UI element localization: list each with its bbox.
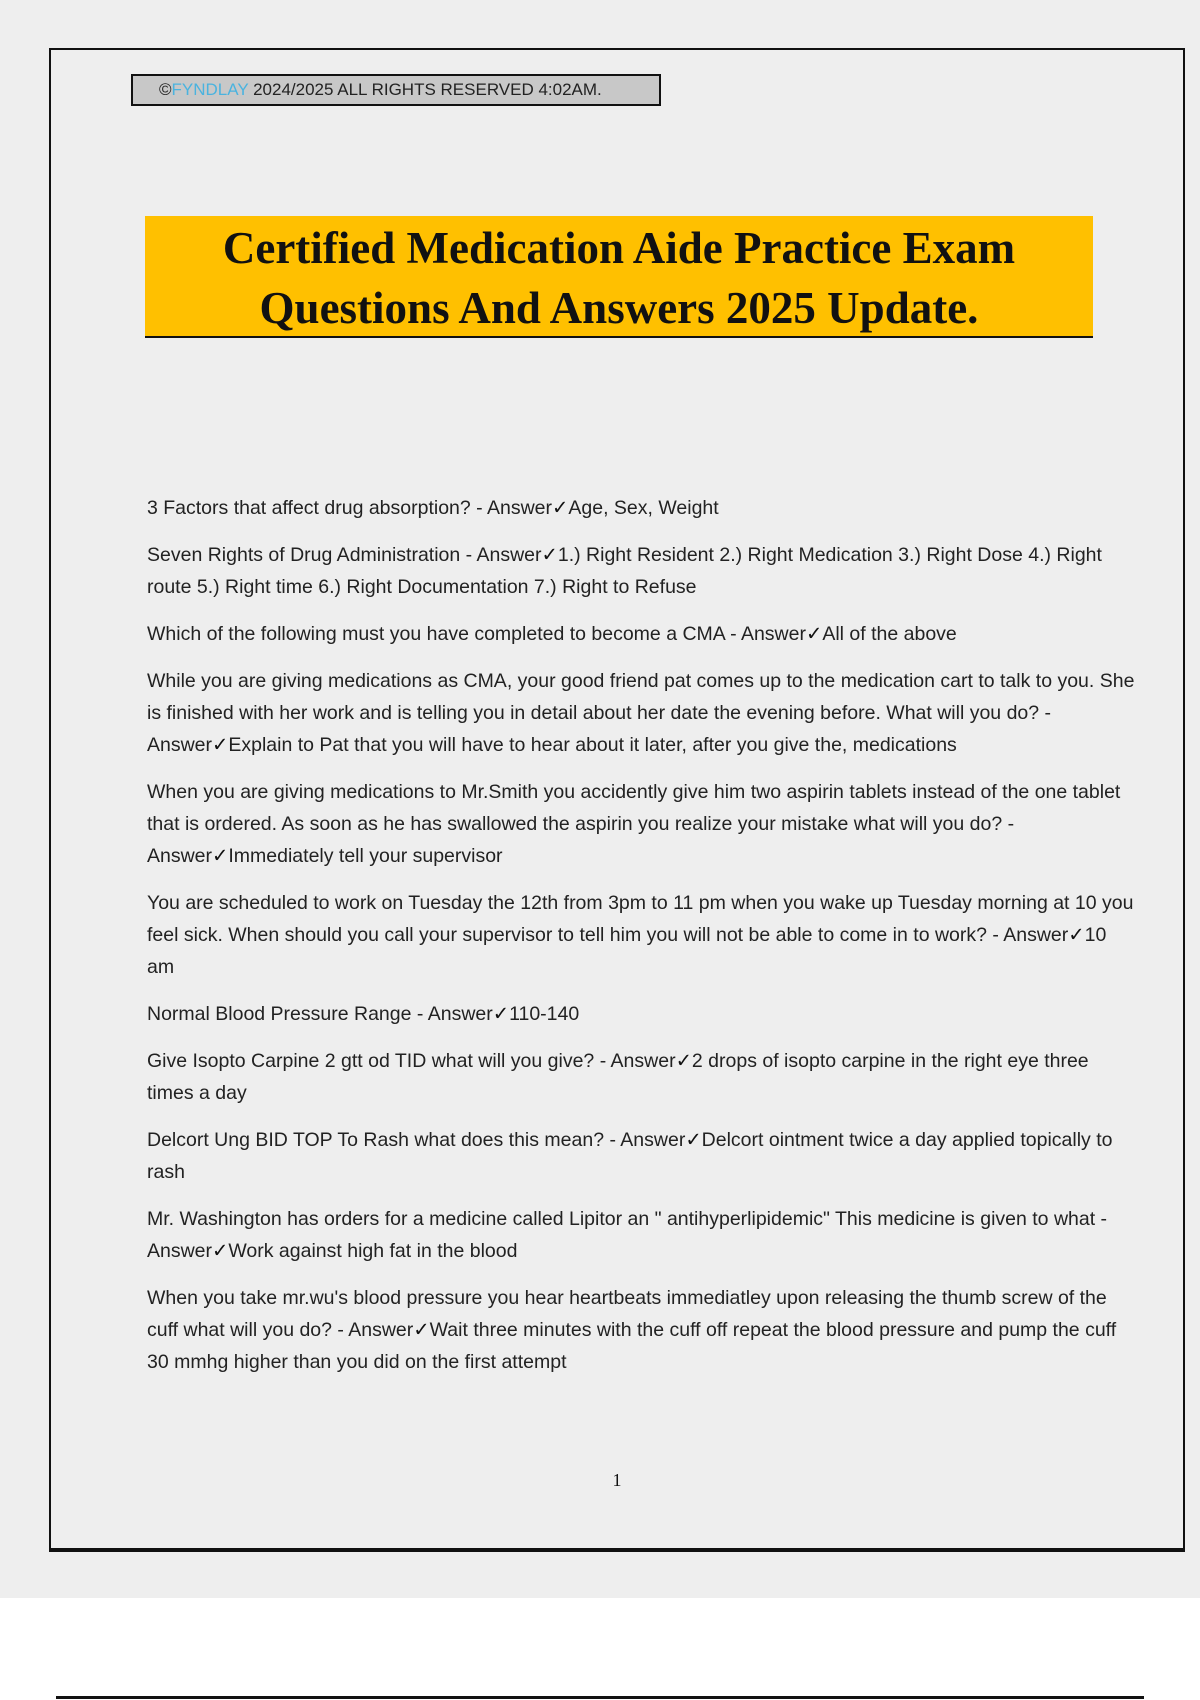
title-line-2: Questions And Answers 2025 Update. bbox=[259, 283, 979, 333]
answer-text: Work against high fat in the blood bbox=[228, 1240, 518, 1262]
question-text: Normal Blood Pressure Range - Answer bbox=[147, 1003, 493, 1025]
checkmark-icon: ✓ bbox=[552, 497, 569, 519]
title-line-1: Certified Medication Aide Practice Exam bbox=[222, 223, 1016, 273]
answer-text: Explain to Pat that you will have to hear about it later, after you give the, medications bbox=[228, 734, 957, 756]
qa-item bbox=[147, 492, 1137, 524]
question-text: Mr. Washington has orders for a medicine called Lipitor an " antihyperlipidemic" This medicine is given to what - Answer bbox=[147, 1208, 1108, 1262]
question-text: When you are giving medications to Mr.Smith you accidently give him two aspirin tablets instead of the one tablet that is ordered. As soon as he has swallowed the aspirin you realize your mistake what will you do? - Answer bbox=[147, 781, 1121, 867]
qa-item bbox=[147, 1203, 1137, 1267]
qa-item bbox=[147, 776, 1137, 872]
checkmark-icon: ✓ bbox=[805, 623, 823, 645]
question-text: When you take mr.wu's blood pressure you hear heartbeats immediatley upon releasing the thumb screw of the cuff what will you do? - Answer bbox=[147, 1287, 1107, 1341]
qa-item bbox=[147, 887, 1137, 983]
question-text: Seven Rights of Drug Administration - Answer bbox=[147, 544, 542, 566]
qa-item bbox=[147, 1045, 1137, 1109]
question-text: Give Isopto Carpine 2 gtt od TID what will you give? - Answer bbox=[147, 1050, 676, 1072]
question-text: You are scheduled to work on Tuesday the 12th from 3pm to 11 pm when you wake up Tuesday morning at 10 you feel sick. When should you call your supervisor to tell him you will not be able to come in to work? - Answer bbox=[147, 892, 1134, 946]
copyright-header bbox=[131, 74, 661, 106]
question-text: 3 Factors that affect drug absorption? - Answer bbox=[147, 497, 553, 519]
qa-item bbox=[147, 998, 1137, 1030]
checkmark-icon: ✓ bbox=[212, 734, 229, 756]
qa-list bbox=[147, 492, 1137, 1393]
checkmark-icon: ✓ bbox=[1068, 924, 1085, 946]
answer-text: All of the above bbox=[822, 623, 957, 645]
checkmark-icon: ✓ bbox=[413, 1319, 430, 1341]
checkmark-icon: ✓ bbox=[212, 845, 229, 867]
checkmark-icon: ✓ bbox=[541, 544, 558, 566]
answer-text: 1.) Right Resident 2.) Right Medication 3.) Right Dose 4.) Right route 5.) Right time 6.) Right Documentation 7.) Right to Refuse bbox=[147, 544, 1102, 598]
checkmark-icon: ✓ bbox=[492, 1003, 510, 1025]
checkmark-icon: ✓ bbox=[212, 1240, 229, 1262]
copyright-text: 2024/2025 ALL RIGHTS RESERVED 4:02AM. bbox=[248, 80, 602, 99]
next-page-border bbox=[56, 1696, 1144, 1699]
answer-text: Wait three minutes with the cuff off repeat the blood pressure and pump the cuff 30 mmhg higher than you did on the first attempt bbox=[147, 1319, 1117, 1373]
qa-item bbox=[147, 539, 1137, 603]
page-number: 1 bbox=[612, 1470, 622, 1490]
brand-name: FYNDLAY bbox=[171, 80, 249, 99]
answer-text: 110-140 bbox=[509, 1003, 580, 1025]
checkmark-icon: ✓ bbox=[685, 1129, 702, 1151]
copyright-symbol: © bbox=[159, 80, 172, 99]
qa-item bbox=[147, 665, 1137, 761]
question-text: Delcort Ung BID TOP To Rash what does this mean? - Answer bbox=[147, 1129, 686, 1151]
qa-item bbox=[147, 1282, 1137, 1378]
question-text: While you are giving medications as CMA, your good friend pat comes up to the medication cart to talk to you. She is finished with her work and is telling you in detail about her date the evening before. What will you do? - Answer bbox=[147, 670, 1135, 756]
question-text: Which of the following must you have completed to become a CMA - Answer bbox=[147, 623, 806, 645]
document-title bbox=[145, 216, 1093, 338]
document-page bbox=[49, 48, 1185, 1550]
answer-text: Immediately tell your supervisor bbox=[228, 845, 503, 867]
answer-text: Delcort ointment twice a day applied topically to rash bbox=[147, 1129, 1113, 1183]
answer-text: Age, Sex, Weight bbox=[568, 497, 719, 519]
answer-text: 2 drops of isopto carpine in the right eye three times a day bbox=[147, 1050, 1089, 1104]
qa-item bbox=[147, 1124, 1137, 1188]
qa-item bbox=[147, 618, 1137, 650]
checkmark-icon: ✓ bbox=[675, 1050, 692, 1072]
answer-text: 10 am bbox=[147, 924, 1107, 978]
